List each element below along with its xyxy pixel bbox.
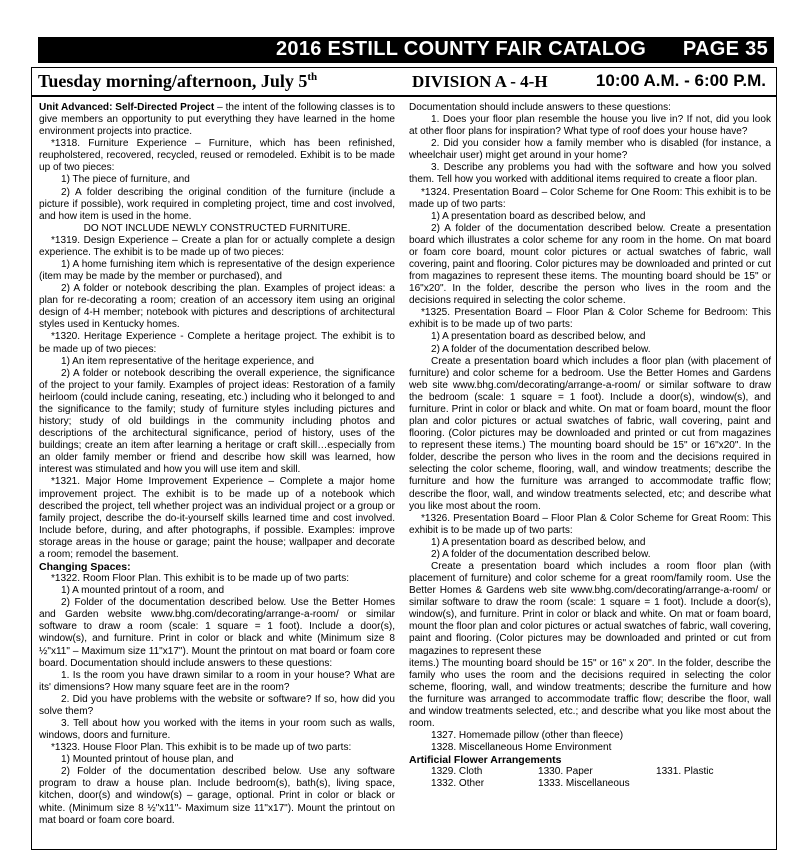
right-column — [409, 102, 771, 790]
question-3: 3. Describe any problems you had with the software and how you solved them. Tell how you worked with additional items required to create a floor plan. — [409, 162, 771, 186]
class-1318-item-2: 2) A folder describing the original condition of the furniture (include a picture if possible), work required in completing project, time and cost involved, and how item is used in the home. — [39, 186, 395, 222]
question-1: 1. Does your floor plan resemble the house you live in? If not, did you look at other floor plans for inspiration? What type of roof does your house have? — [409, 114, 771, 138]
class-1328: 1328. Miscellaneous Home Environment — [431, 742, 612, 754]
documentation-intro: Documentation should include answers to these questions: — [409, 102, 671, 113]
schedule-time: 10:00 A.M. - 6:00 P.M. — [595, 71, 766, 90]
class-1320-item-1: 1) An item representative of the heritage experience, and — [61, 355, 315, 367]
class-1331: 1331. Plastic — [656, 766, 714, 778]
intro-paragraph — [39, 102, 395, 138]
class-1322: *1322. Room Floor Plan. This exhibit is to be made up of two parts: — [51, 573, 350, 585]
class-1326-description-cont: items.) The mounting board should be 15" or 16" x 20". In the folder, describe the family who uses the room and the decisions required in selecting the color scheme, flooring, wall, and window treatments; describe the furniture and how the furniture was arranged to accommodate traffic flow; describe the floor, wall and window treatments selected, etc.; and describe what you like most about the room. — [409, 657, 771, 729]
class-1325: *1325. Presentation Board – Floor Plan & Color Scheme for Bedroom: This exhibit is to be made up of two parts: — [409, 307, 771, 331]
intro-heading: Unit Advanced: Self-Directed Project — [39, 102, 215, 113]
class-1322-question-3: 3. Tell about how you worked with the items in your room such as walls, windows, doors and furniture. — [39, 717, 395, 742]
class-1324: *1324. Presentation Board – Color Scheme for One Room: This exhibit is to be made up of two parts: — [409, 186, 771, 210]
flower-classes-row-1 — [409, 766, 771, 778]
class-1326: *1326. Presentation Board – Floor Plan & Color Scheme for Great Room: This exhibit is to be made up of two parts: — [409, 512, 771, 536]
changing-spaces-heading: Changing Spaces: — [39, 560, 131, 573]
catalog-title: 2016 ESTILL COUNTY FAIR CATALOG — [276, 38, 647, 60]
class-1325-item-2: 2) A folder of the documentation described below. — [431, 343, 651, 355]
class-1330: 1330. Paper — [538, 766, 593, 778]
class-1326-item-1: 1) A presentation board as described below, and — [431, 536, 646, 548]
class-1325-item-1: 1) A presentation board as described below, and — [431, 331, 646, 343]
class-1318-item-1: 1) The piece of furniture, and — [61, 174, 190, 186]
class-1325-description: Create a presentation board which includes a floor plan (with placement of furniture) and color scheme for a bedroom. Use the Better Homes and Gardens web site www.bhg.com/decorating/arrange-a-room/ or similar software to draw the bedroom (scale: 1 square = 1 foot). Include a door(s), window(s), and furniture. Print in color or black and white. On mat or foam board, mount the floor plan and color pictures or actual swatches of fabric, wall covering, paint and flooring. (Color pictures may be downloaded and printed or cut from magazines to represent these items.) The mounting board should be 15" or 16"x20". In the folder, describe the person who lives in the room and the decisions required in selecting the color scheme, flooring, wall, and window treatments; describe the furniture and how the furniture was arranged to accommodate traffic flow; describe the floor, wall, and window treatments selected, etc; and describe what you like most about the room. — [409, 355, 771, 512]
class-1318: *1318. Furniture Experience – Furniture, which has been refinished, reupholstered, recovered, recycled, reused or remodeled. Exhibit is to be made up of two pieces: — [39, 138, 395, 174]
left-column — [39, 102, 395, 827]
question-2: 2. Did you consider how a family member who is disabled (for instance, a wheelchair user) might get around in your home? — [409, 138, 771, 162]
class-1318-note: DO NOT INCLUDE NEWLY CONSTRUCTED FURNITURE. — [83, 222, 351, 234]
class-1322-item-1: 1) A mounted printout of a room, and — [61, 585, 225, 597]
page-number: PAGE 35 — [682, 38, 768, 60]
flower-classes-row-2 — [409, 778, 771, 790]
class-1323-item-2: 2) Folder of the documentation described below. Use any software program to draw a house plan. Include bedroom(s), bath(s), living space, kitchen, door(s) and window(s) – garage, optional. Print in color or black or white. (Minimum size 8 ½"x11"- Maximum size 11"x17"). Mount the printout on mat board or foam core board. — [39, 766, 395, 826]
intro-text: – the intent of the following classes is to give members an opportunity to put everything they have learned in the home environment projects into practice. — [39, 102, 395, 138]
class-1319-item-1: 1) A home furnishing item which is representative of the design experience (item may be made by the member or purchased), and — [39, 259, 395, 283]
class-1322-question-2: 2. Did you have problems with the website or software? If so, how did you solve them? — [39, 693, 395, 717]
schedule-header — [32, 68, 776, 97]
catalog-banner — [38, 37, 774, 63]
class-1332: 1332. Other — [431, 778, 485, 790]
class-1326-item-2: 2) A folder of the documentation described below. — [431, 548, 651, 560]
class-1327: 1327. Homemade pillow (other than fleece) — [431, 730, 624, 742]
schedule-day — [38, 71, 317, 92]
class-1320: *1320. Heritage Experience - Complete a heritage project. The exhibit is to be made up of two pieces: — [39, 331, 395, 355]
class-1324-item-1: 1) A presentation board as described below, and — [431, 210, 646, 222]
class-1323: *1323. House Floor Plan. This exhibit is to be made up of two parts: — [51, 742, 352, 754]
class-1323-item-1: 1) Mounted printout of house plan, and — [61, 754, 234, 766]
division-label: DIVISION A - 4-H — [412, 72, 548, 91]
class-1322-item-2: 2) Folder of the documentation described below. Use the Better Homes and Garden website www.bhg.com/decorating/arrange-a-room/ or similar software to draw a room (scale: 1 square = 1 foot). Include a door(s), window(s), and furniture. Print in color or black and white (Minimum size 8 ½"x11" – Maximum size 11"x17"). Mount the printout on mat board or foam core board. Documentation should include answers to these questions: — [39, 597, 395, 669]
class-1333: 1333. Miscellaneous — [538, 778, 630, 790]
schedule-day-suffix: th — [307, 71, 318, 83]
class-1324-item-2: 2) A folder of the documentation described below. Create a presentation board which illustrates a color scheme for any room in the home. On mat board or foam core board, mount color pictures or actual swatches of fabric, wall covering, paint and flooring. Color pictures may be downloaded and printed or cut from magazines to represent these items. The mounting board should be 15" or 16"x20". In the folder, describe the person who lives in the room and the decisions required in selecting the color scheme. — [409, 222, 771, 307]
class-1320-item-2: 2) A folder or notebook describing the overall experience, the significance of the project to your family. Examples of project ideas: Restoration of a family heirloom (could include caning, reseating, etc.) including who it belonged to and the significance to the family; study of furniture styles including pictures and history; study of old buildings in the community including photos and descriptions of the architectural significance, period of history, uses of the buildings; create an item after learning a heritage or craft skill…especially from an older family member or friend and describe how skill was learned, how interest was stimulated and how you will use item and skill. — [39, 367, 395, 476]
schedule-day-text: Tuesday morning/afternoon, July 5 — [38, 71, 308, 91]
class-1319-item-2: 2) A folder or notebook describing the plan. Examples of project ideas: a plan for re-decorating a room; creation of an accessory item using an original design of 4-H member; notebook with pictures and descriptions of architectural styles used in Kentucky homes. — [39, 283, 395, 331]
class-1319: *1319. Design Experience – Create a plan for or actually complete a design experience. The exhibit is to be made up of two pieces: — [39, 234, 395, 258]
class-1326-description: Create a presentation board which includes a room floor plan (with placement of furniture) and color scheme for a great room/family room. Use the Better Homes & Gardens web site www.bhg.com/decorating/arrange-a-room/ or similar software to draw the room (scale: 1 square = 1 foot). Include a door(s), window(s), and furniture. Print in color or black and white. On mat or foam board, mount the floor plan and color pictures or actual swatches of fabric, wall covering, paint and flooring. (Color pictures may be downloaded and printed or cut from magazines to represent these — [409, 560, 771, 657]
page-frame — [31, 67, 777, 850]
artificial-flower-heading: Artificial Flower Arrangements — [409, 754, 562, 767]
class-1321: *1321. Major Home Improvement Experience – Complete a major home improvement project. The exhibit is to be made up of a notebook which described the project, tell whether project was an individual project or a group or family project, describe the do-it-yourself skills learned time and cost involved. Include before, during, and after photographs, if possible. Examples: improve storage areas in the house or garage; paint the house; wallpaper and decorate a room; remodel the basement. — [39, 476, 395, 560]
class-1322-question-1: 1. Is the room you have drawn similar to a room in your house? What are its' dimensions? How many square feet are in the room? — [39, 669, 395, 693]
class-1329: 1329. Cloth — [431, 766, 483, 778]
